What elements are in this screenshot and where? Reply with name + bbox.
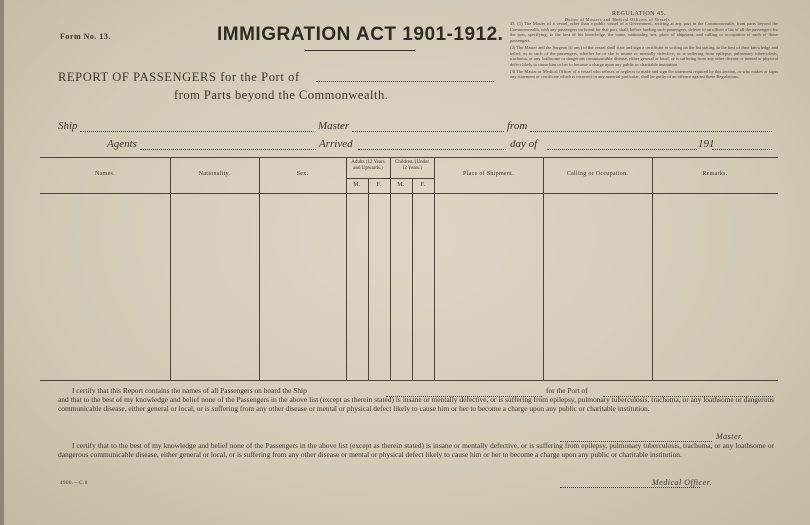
header-adults: Adults (12 Years and Upwards.) [351,160,385,171]
column-divider [434,157,435,381]
regulation-text [510,21,778,81]
header-names: Names. [95,171,115,177]
master-field[interactable] [352,131,504,132]
column-divider [390,157,391,381]
regulation-subtitle: Duties of Masters and Medical Officers of Vessels. [565,17,672,22]
medical-signature-label: Medical Officer. [652,478,712,487]
header-adults-female: F. [376,182,382,188]
master-cert-text: and that to the best of my knowledge and belief none of the Passengers in the above list (except as therein stated) is insane or mentally defective, or is suffering from epilepsy, pulmonary tuberculosis, trachoma, or any loathsome or dangerous communicable disease, either general or local, or is suffering from any other disease or mental or physical defect likely to cause him or her to become a charge upon any public or charitable institution. [58,395,774,413]
header-remarks: Remarks. [702,171,728,177]
title-underline [305,50,415,51]
day-of-label: day of [510,138,538,150]
from-field[interactable] [530,131,772,132]
printer-code: 4900.—C.8 [60,481,88,486]
header-children-male: M. [397,182,405,188]
column-divider [368,178,369,381]
master-cert-line1: I certify that this Report contains the names of all Passengers on board the Ship [72,386,307,395]
header-place-of-shipment: Place of Shipment. [463,171,514,177]
column-divider [652,157,653,381]
report-subheading: from Parts beyond the Commonwealth. [174,88,389,102]
ship-label: Ship [58,120,78,132]
master-signature-label: Master. [716,432,744,441]
column-divider [170,157,171,381]
header-calling: Calling or Occupation. [566,171,629,177]
arrived-field[interactable] [358,149,506,150]
header-children-female: F. [420,182,426,188]
report-heading: REPORT OF PASSENGERS for the Port of [58,70,300,84]
year-field[interactable] [712,149,772,150]
form-number: Form No. 13. [60,32,111,41]
day-of-field[interactable] [547,149,697,150]
column-divider [259,157,260,381]
header-children: Children. (Under 12 Years.) [394,160,430,171]
medical-cert-text: I certify that to the best of my knowledge and belief none of the Passengers in the above list (except as therein stated) is insane or mentally defective, or is suffering from epilepsy, pulmonary tuberculosis, trachoma, or any loathsome or dangerous communicable disease, either general or local, or is suffering from any other disease or mental or physical defect likely to cause him or her to become a charge upon any public or charitable institution. [58,441,774,459]
passenger-table [40,157,778,381]
master-label: Master [318,120,350,132]
column-divider [346,157,347,381]
medical-signature-line[interactable] [560,487,700,488]
regulation-title: REGULATION 45. [612,11,666,17]
agents-field[interactable] [140,149,316,150]
regulation-paragraph: (2) The Master and the Surgeon (if any) of the vessel shall state and sign a certificate in writing on the list stating, to the best of their knowledge and belief, as to such of the passengers, whether he or she is insane or mentally defective, or is suffering from epilepsy, pulmonary tuberculosis, trachoma, or any loathsome or dangerous communicable disease, either general or local, or is suffering from any other disease or mental or physical defect likely to cause him or her to become a charge upon any public or charitable institution. [510,44,778,67]
table-header-rule [40,193,778,194]
header-adults-male: M. [353,182,361,188]
table-bottom-rule [40,380,778,381]
ship-field[interactable] [80,131,314,132]
header-sex: Sex. [296,171,309,177]
table-top-rule [40,157,778,158]
column-divider [543,157,544,381]
master-cert-port: for the Port of [546,386,588,395]
from-label: from [507,120,528,132]
page-title: IMMIGRATION ACT 1901-1912. [217,24,504,45]
port-blank-line [316,81,494,82]
column-divider [412,178,413,381]
arrived-label: Arrived [319,138,353,150]
page-edge [0,0,4,525]
header-nationality: Nationality. [198,171,231,177]
regulation-paragraph: (3) The Master or Medical Officer of a vessel who refuses or neglects to make and sign the statement required by this section, or who makes or signs any statement or certificate which is incorrect in any material particular, shall be guilty of an offence against these Regulations. [510,68,779,80]
year-label: 191 [698,138,715,150]
agents-label: Agents [107,138,137,150]
regulation-paragraph: 45. (1) The Master of a vessel, other than a public vessel of a Government, arriving at any port in the Commonwealth, from parts beyond the Commonwealth, with any passengers on board for that port, shall, before landing such passengers, deliver to an officer a list of all the passengers for the port, specifying, to the best of his knowledge, the name, nationality, sex, place of shipment, and calling or occupation of each of those passengers. [510,21,778,44]
